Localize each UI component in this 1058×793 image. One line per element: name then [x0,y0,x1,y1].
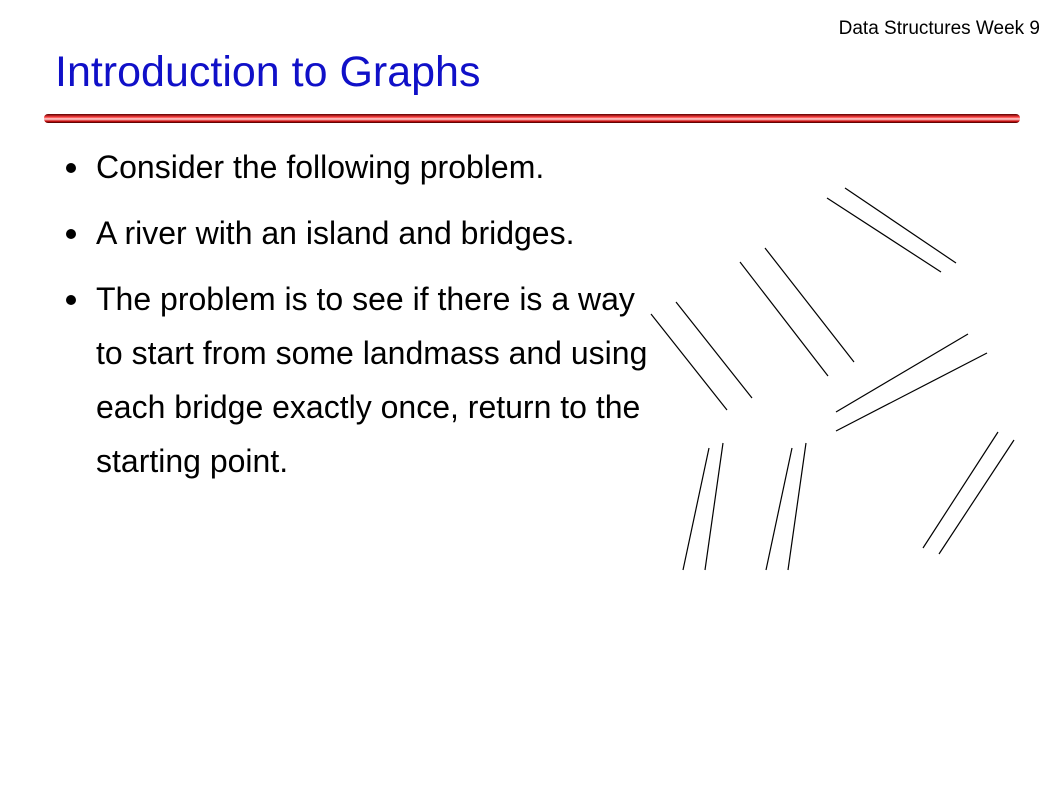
bridge-line [836,353,987,431]
bridge-line [845,188,956,263]
bridge-line [651,314,727,410]
bridge-line [923,432,998,548]
bullet-text: A river with an island and bridges. [96,215,575,251]
bridge-line [788,443,806,570]
header-course-label: Data Structures Week 9 [838,18,1040,39]
bridge-line [676,302,752,398]
bridge-line [683,448,709,570]
bridge-line [827,198,941,272]
bullet-text: Consider the following problem. [96,149,545,185]
bridge-line [740,262,828,376]
slide-title: Introduction to Graphs [55,48,481,96]
bridge-line [939,440,1014,554]
bridge-line [766,448,792,570]
bullet-text: The problem is to see if there is a way to start from some landmass and using each bridge exactly once, return to the starting point. [96,281,648,479]
bridge-line [705,443,723,570]
bridge-line [765,248,854,362]
